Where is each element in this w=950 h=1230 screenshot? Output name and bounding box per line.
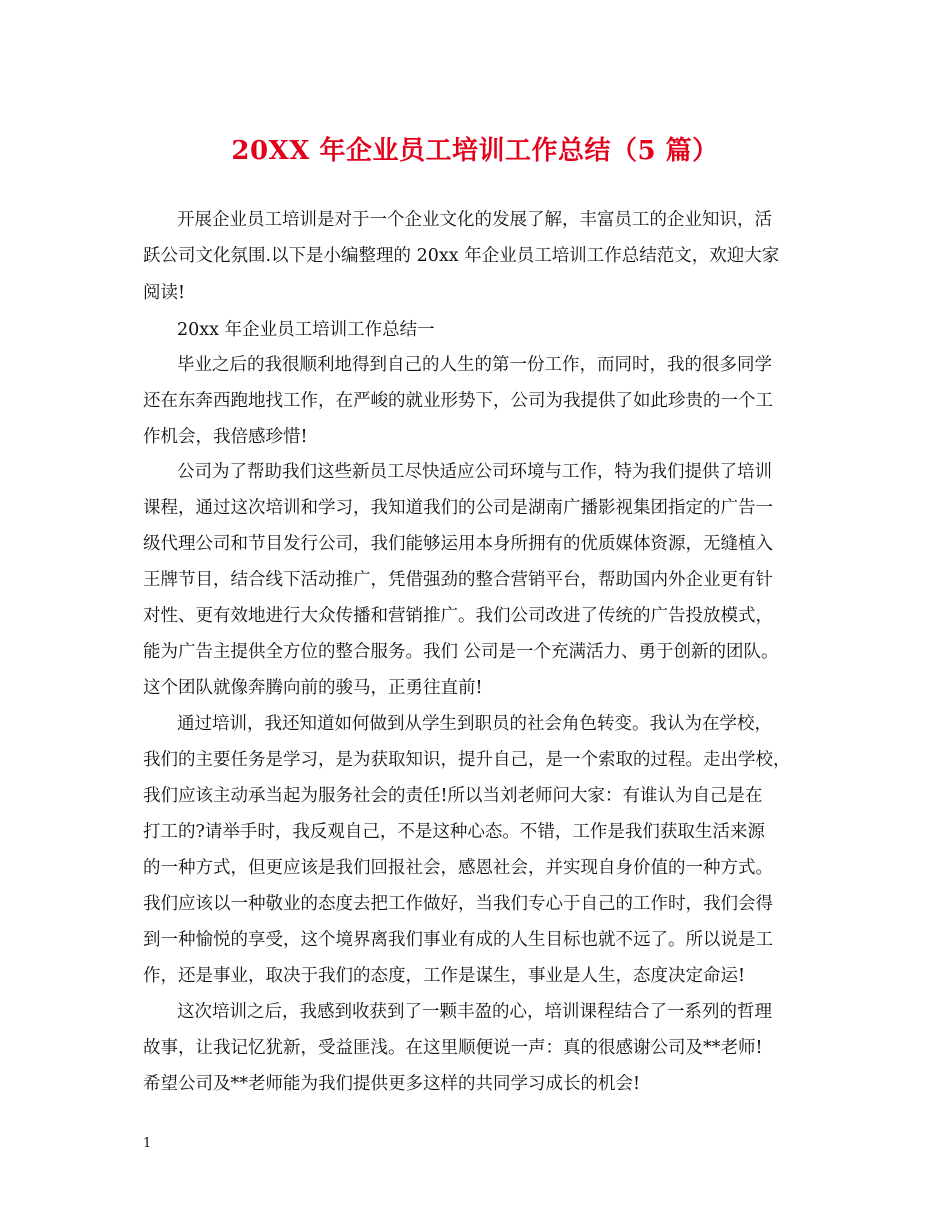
- text-line: 这个团队就像奔腾向前的骏马，正勇往直前!: [143, 678, 483, 698]
- text-line: 能为广告主提供全方位的整合服务。我们 公司是一个充满活力、勇于创新的团队。: [143, 642, 779, 662]
- document-title: 20XX 年企业员工培训工作总结（5 篇）: [231, 136, 719, 166]
- text-line: 我们应该主动承当起为服务社会的责任!所以当刘老师问大家：有谁认为自己是在: [143, 786, 763, 806]
- text-line: 跃公司文化氛围.以下是小编整理的 20xx 年企业员工培训工作总结范文，欢迎大家: [143, 246, 780, 266]
- text-line: 开展企业员工培训是对于一个企业文化的发展了解，丰富员工的企业知识，活: [177, 210, 772, 230]
- text-line: 对性、更有效地进行大众传播和营销推广。我们公司改进了传统的广告投放模式，: [143, 606, 773, 626]
- text-line: 级代理公司和节目发行公司，我们能够运用本身所拥有的优质媒体资源，无缝植入: [143, 534, 773, 554]
- text-line: 故事，让我记忆犹新，受益匪浅。在这里顺便说一声：真的很感谢公司及**老师!: [143, 1038, 763, 1058]
- text-line: 这次培训之后，我感到收获到了一颗丰盈的心，培训课程结合了一系列的哲理: [177, 1002, 772, 1022]
- text-line: 到一种愉悦的享受，这个境界离我们事业有成的人生目标也就不远了。所以说是工: [143, 930, 773, 950]
- text-line: 还在东奔西跑地找工作，在严峻的就业形势下，公司为我提供了如此珍贵的一个工: [143, 391, 773, 411]
- text-line: 公司为了帮助我们这些新员工尽快适应公司环境与工作，特为我们提供了培训: [177, 462, 772, 482]
- text-line: 我们应该以一种敬业的态度去把工作做好，当我们专心于自己的工作时，我们会得: [143, 894, 773, 914]
- text-line: 通过培训，我还知道如何做到从学生到职员的社会角色转变。我认为在学校，: [177, 714, 772, 734]
- text-line: 希望公司及**老师能为我们提供更多这样的共同学习成长的机会!: [143, 1074, 641, 1094]
- text-line: 的一种方式，但更应该是我们回报社会，感恩社会，并实现自身价值的一种方式。: [143, 858, 773, 878]
- page-number: 1: [143, 1136, 152, 1151]
- text-line: 我们的主要任务是学习，是为获取知识，提升自己，是一个索取的过程。走出学校，: [143, 750, 791, 770]
- section-heading: 20xx 年企业员工培训工作总结一: [177, 320, 435, 340]
- text-line: 王牌节目，结合线下活动推广，凭借强劲的整合营销平台，帮助国内外企业更有针: [143, 570, 773, 590]
- text-line: 作，还是事业，取决于我们的态度，工作是谋生，事业是人生，态度决定命运!: [143, 966, 746, 986]
- text-line: 阅读!: [143, 283, 186, 303]
- text-line: 打工的?请举手时，我反观自己，不是这种心态。不错，工作是我们获取生活来源: [143, 822, 765, 842]
- text-line: 毕业之后的我很顺利地得到自己的人生的第一份工作，而同时，我的很多同学: [177, 355, 772, 375]
- text-line: 课程，通过这次培训和学习，我知道我们的公司是湖南广播影视集团指定的广告一: [143, 498, 773, 518]
- text-line: 作机会，我倍感珍惜!: [143, 427, 308, 447]
